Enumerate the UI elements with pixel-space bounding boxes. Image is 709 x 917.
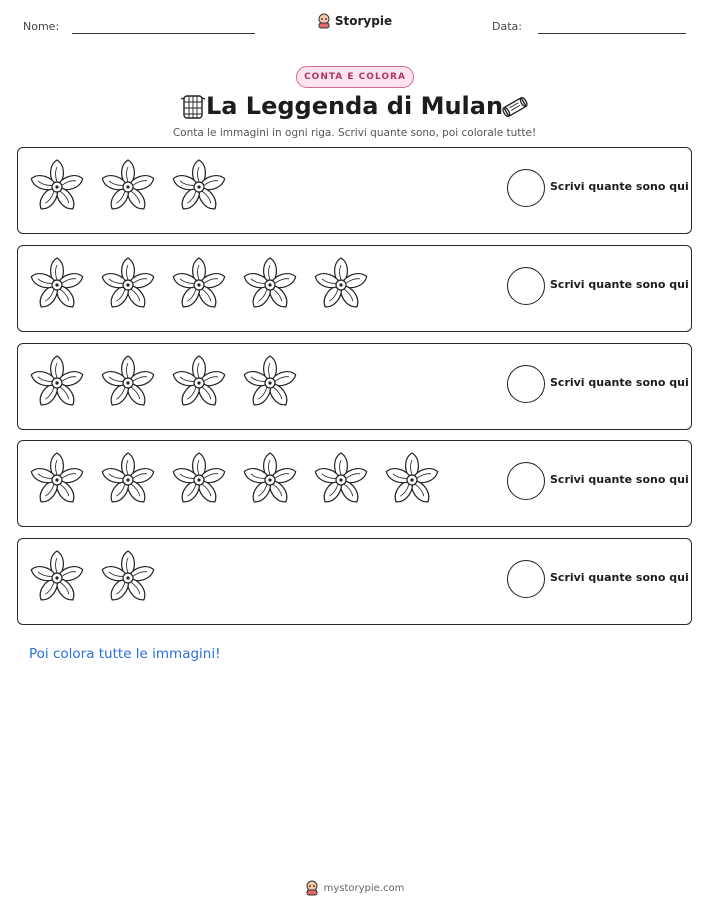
flower-icon bbox=[170, 256, 228, 314]
answer-label: Scrivi quante sono qui bbox=[550, 180, 689, 193]
name-label: Nome: bbox=[23, 20, 60, 33]
flower-icon bbox=[99, 549, 157, 607]
flower-icon bbox=[241, 354, 299, 412]
brand bbox=[0, 13, 709, 33]
flower-group bbox=[28, 354, 299, 420]
count-row bbox=[17, 538, 692, 625]
flower-icon bbox=[28, 451, 86, 509]
answer-label: Scrivi quante sono qui bbox=[550, 473, 689, 486]
title-row bbox=[0, 90, 709, 126]
flower-icon bbox=[28, 354, 86, 412]
date-label: Data: bbox=[492, 20, 522, 33]
flower-icon bbox=[99, 158, 157, 216]
count-row bbox=[17, 245, 692, 332]
answer-circle[interactable] bbox=[507, 560, 545, 598]
count-row bbox=[17, 343, 692, 430]
footer-url: mystorypie.com bbox=[323, 882, 405, 894]
answer-circle[interactable] bbox=[507, 365, 545, 403]
count-row bbox=[17, 147, 692, 234]
flower-icon bbox=[312, 451, 370, 509]
scroll-icon bbox=[500, 93, 530, 121]
answer-label: Scrivi quante sono qui bbox=[550, 571, 689, 584]
flower-icon bbox=[170, 158, 228, 216]
flower-group bbox=[28, 549, 157, 615]
flower-icon bbox=[28, 158, 86, 216]
flower-icon bbox=[28, 256, 86, 314]
answer-label: Scrivi quante sono qui bbox=[550, 278, 689, 291]
flower-icon bbox=[241, 256, 299, 314]
page-title: La Leggenda di Mulan bbox=[205, 92, 504, 120]
brand-name: Storypie bbox=[334, 14, 393, 28]
flower-icon bbox=[99, 451, 157, 509]
flower-icon bbox=[241, 451, 299, 509]
flower-group bbox=[28, 256, 370, 322]
answer-label: Scrivi quante sono qui bbox=[550, 376, 689, 389]
count-row bbox=[17, 440, 692, 527]
flower-icon bbox=[99, 354, 157, 412]
flower-icon bbox=[99, 256, 157, 314]
name-field[interactable] bbox=[72, 33, 255, 34]
date-field[interactable] bbox=[538, 33, 686, 34]
answer-circle[interactable] bbox=[507, 169, 545, 207]
flower-icon bbox=[312, 256, 370, 314]
flower-group bbox=[28, 451, 441, 517]
answer-circle[interactable] bbox=[507, 462, 545, 500]
flower-icon bbox=[170, 354, 228, 412]
footer-note: Poi colora tutte le immagini! bbox=[29, 646, 221, 662]
instructions: Conta le immagini in ogni riga. Scrivi quante sono, poi colorale tutte! bbox=[172, 127, 537, 139]
storypie-logo-icon bbox=[305, 880, 319, 896]
activity-badge: CONTA E COLORA bbox=[296, 66, 414, 88]
flower-group bbox=[28, 158, 228, 224]
flower-icon bbox=[170, 451, 228, 509]
footer bbox=[0, 880, 709, 899]
storypie-logo-icon bbox=[317, 13, 331, 29]
answer-circle[interactable] bbox=[507, 267, 545, 305]
flower-icon bbox=[28, 549, 86, 607]
flower-icon bbox=[383, 451, 441, 509]
